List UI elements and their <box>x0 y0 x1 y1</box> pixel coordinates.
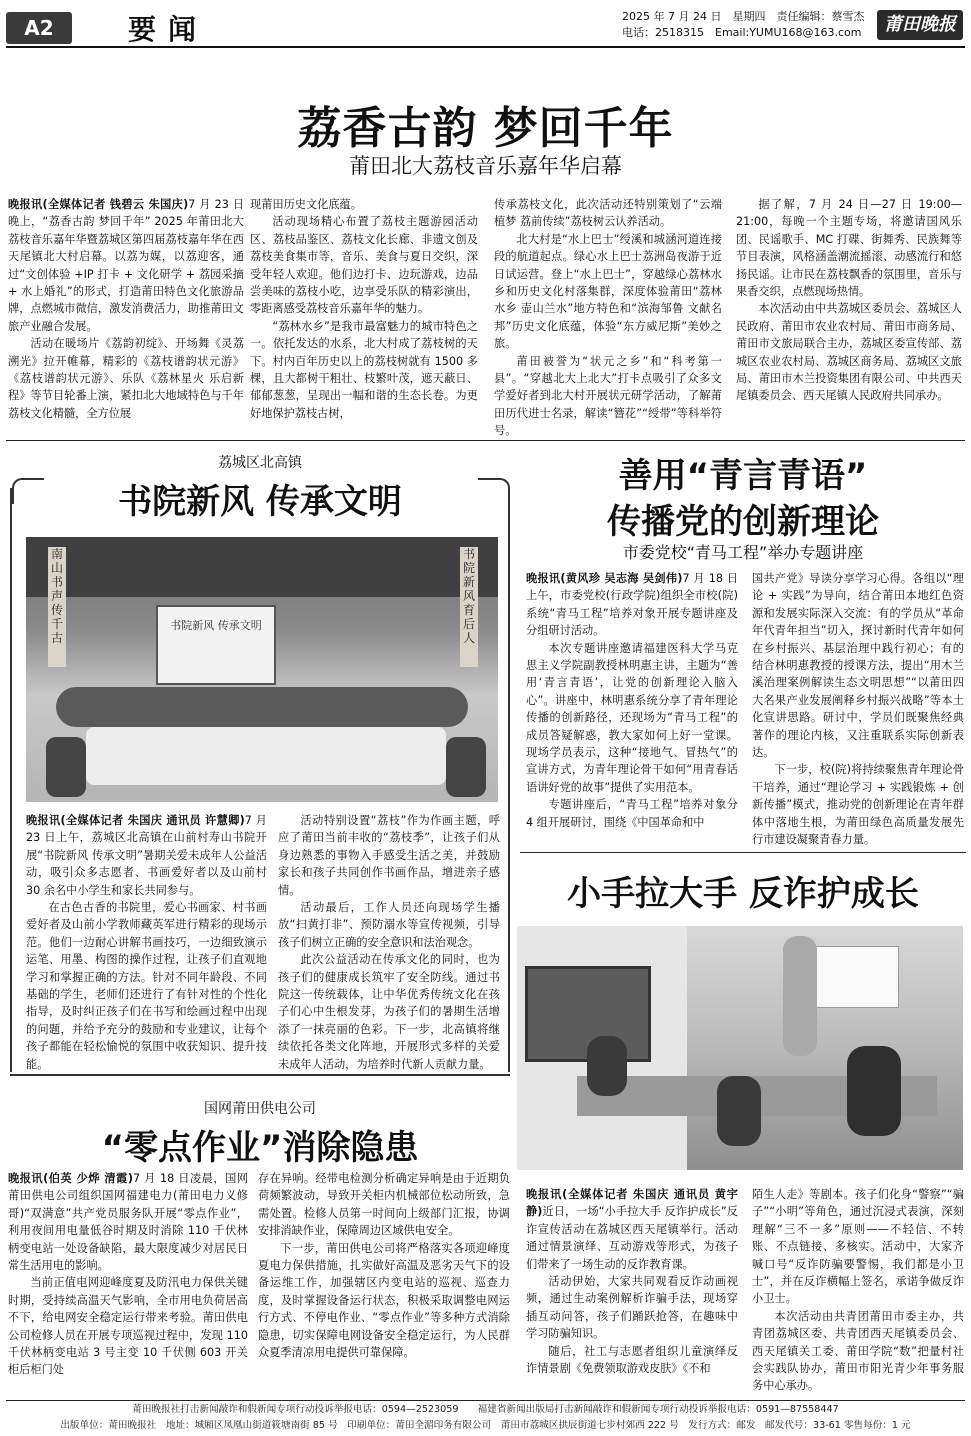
footer-rule <box>6 1400 965 1401</box>
article2-photo <box>26 537 498 802</box>
article3-column-2: 国共产党》导读分享学习心得。各组以“理论 + 实践”为导向，结合莆田本地红色资源和发展实际深入交流：有的学员从“革命年代青年担当”切入，探讨新时代青年如何在乡村振兴、基层治理中践行初心；有的结合林明惠教授的授课方法，提出“用木兰溪治理案例解读生态文明思想”“以莆田四大名果产业发展阐释乡村振兴战略”等本土化宣讲思路。研讨中，学员们既聚焦经典著作的理论内核，又注重联系实际创新表达。 下一步，校(院)将持续聚焦青年理论骨干培养，通过“理论学习 + 实践锻炼 + 创新传播”模式，推动党的创新理论在青年群体中落地生根，为莆田绿色高质量发展先行市建设凝聚青春力量。 <box>752 572 964 847</box>
couplet-left: 南山书声传千古 <box>48 547 66 667</box>
divider <box>520 852 966 853</box>
article4-title: 小手拉大手 反诈护成长 <box>567 874 919 914</box>
couplet-right: 书院新风育后人 <box>460 547 478 667</box>
frame-right <box>508 488 510 1072</box>
article1-title: 荔香古韵 梦回千年 <box>297 103 674 154</box>
presenter <box>783 936 817 1056</box>
frame-left <box>10 488 12 1072</box>
article1-column-3: 传承荔枝文化，此次活动还特别策划了“云端植梦 荔前传续”荔枝树云认养活动。 北大村是“水上巴士”绶溪和城涵河道连接段的航道起点。绿心水上巴士荔洲岛夜游于近日试运营。登上“水上巴士”，穿越绿心荔林水乡和历史文化村落集群，深度体验莆田“荔林水乡 壶山兰水”地方特色和“滨海邹鲁 文献名邦”历史文化底蕴，体验“东方威尼斯”美妙之旅。 莆田被誉为“状元之乡”和“科考第一县”。“穿越北大上北大”打卡点吸引了众多文学爱好者到北大村开展状元研学活动，了解莆田历代进士名录，解读“簪花”“绶带”等科举符号。 <box>494 198 722 438</box>
article4-photo <box>517 926 963 1170</box>
article5-kicker: 国网莆田供电公司 <box>204 1101 316 1117</box>
article2-column-1: 晚报讯(全媒体记者 朱国庆 通讯员 许慧卿)7 月 23 日上午，荔城区北高镇在山前村寿山书院开展“书院新风 传承文明”暑期关爱未成年人公益活动，吸引众多志愿者、书画爱好者以及山前村 30 余名中小学生和家长共同参与。 在古色古香的书院里，爱心书画家、村书画爱好者及山前小学教师藏英军进行精彩的现场示范。他们一边耐心讲解书画技巧，一边细致演示运笔、用墨、构图的操作过程，让孩子们直观地学习和掌握正确的方法。针对不同年龄段、不同基础的学生，老师们还进行了有针对性的个性化指导，及时纠正孩子们在书写和绘画过程中出现的问题，并给予充分的鼓励和专业建议，让每个孩子都能在轻松愉悦的氛围中收获知识、提升技能。 <box>26 814 267 1071</box>
children-row-back <box>56 687 468 727</box>
article2-title: 书院新风 传承文明 <box>118 482 402 522</box>
article1-column-2: 现莆田历史文化底蕴。 活动现场精心布置了荔枝主题游园活动区、荔枝品鉴区、荔枝文化长廊、非遗文创及荔枝美食集市等，音乐、美食与夏日交织，深受年轻人欢迎。他们边打卡、边玩游戏，边品尝美味的荔枝小吃，边享受乐队的精彩演出，零距离感受荔枝音乐嘉年华的魅力。 “荔林水乡”是我市最富魅力的城市特色之一。依托发达的水系，北大村成了荔枝树的天下。村内百年历史以上的荔枝树就有 1500 多棵，且大都树干粗壮、枝繁叶茂，遮天蔽日、郁郁葱葱，呈现出一幅和谐的生态长卷。为更好地保护荔枝古树， <box>250 198 478 420</box>
newspaper-logo: 莆田晚报 <box>877 10 963 40</box>
page-number: A2 <box>6 12 72 44</box>
screen-banner: 书院新风 传承文明 <box>156 605 276 685</box>
frame-bottom <box>10 1074 510 1076</box>
header-rule <box>6 46 965 48</box>
date-editor-line: 2025 年 7 月 24 日 星期四 责任编辑：蔡雪杰 <box>622 10 865 23</box>
article5-column-2: 存在异响。经带电检测分析确定异响是由于近期负荷频繁波动，导致开关柜内机械部位松动所致，急需处置。检修人员第一时间向上级部门汇报，协调安排消缺作业，保障周边区域供电安全。 下一步，莆田供电公司将严格落实各项迎峰度夏电力保供措施，扎实做好高温及恶劣天气下的设备运维工作，加强辖区内变电站的巡视、巡查力度，及时掌握设备运行状态，积极采取调整电网运行方式、不停电作业、“零点作业”等多种方式消除隐患，切实保障电网设备安全稳定运行，为人民群众夏季清凉用电提供可靠保障。 <box>258 1172 510 1360</box>
article5-column-1: 晚报讯(伯英 少烨 清霞)7 月 18 日凌晨，国网莆田供电公司组织国网福建电力(莆田电力义修哥)“双满意”共产党员服务队开展“零点作业”，利用夜间用电量低谷时期及时消除 110 千伏林柄变电站一处设备缺陷，最大限度减少对居民日常生活用电的影响。 当前正值电网迎峰度夏及防汛电力保供关键时期，受持续高温天气影响，全市用电负荷居高不下，给电网安全稳定运行带来考验。莆田供电公司检修人员在开展专项巡视过程中，发现 110 千伏林柄变电站 3 号主变 10 千伏侧 603 开关柜后柜门处 <box>8 1172 248 1377</box>
article3-column-1: 晚报讯(黄风珍 吴志海 吴剑伟)7 月 18 日上午，市委党校(行政学院)组织全市校(院)系统“青马工程”培养对象开展专题讲座及分组研讨活动。 本次专题讲座邀请福建医科大学马克思主义学院副教授林明惠主讲，主题为“善用‘青言青语’，让党的创新理论入脑入心”。讲座中，林明惠系统分享了青年理论传播的创新路径，还现场为“青马工程”的成员答疑解惑，教大家如何上好一堂课。现场学员表示，这种“接地气、冒热气”的宣讲方式，为青年理论骨干如何“用青春话语讲好党的故事”提供了实用范本。 专题讲座后，“青马工程”培养对象分 4 组开展研讨，围绕《中国革命和中 <box>526 572 738 829</box>
article3-title-line2: 传播党的创新理论 <box>607 502 879 542</box>
section-title: 要闻 <box>128 13 209 46</box>
article2-kicker: 荔城区北高镇 <box>218 455 302 471</box>
article5-byline: 晚报讯(伯英 少烨 清霞) <box>8 1172 133 1185</box>
paintings-held <box>86 727 446 785</box>
article1-subtitle: 莆田北大荔枝音乐嘉年华启幕 <box>349 154 622 178</box>
article1-byline: 晚报讯(全媒体记者 钱碧云 朱国庆) <box>8 198 189 211</box>
divider <box>6 440 965 441</box>
article4-column-1: 晚报讯(全媒体记者 朱国庆 通讯员 黄宇静)近日，一场“小手拉大手 反诈护成长”反诈宣传活动在荔城区西天尾镇举行。活动通过情景演绎、互动游戏等形式，为孩子们带来了一场生动的反诈教育课。 活动伊始，大家共同观看反诈动画视频，通过生动案例解析诈骗手法，现场穿插互动问答，孩子们踊跃抢答，在趣味中学习防骗知识。 随后，社工与志愿者组织儿童演绎反诈情景剧《免费领取游戏皮肤》《不和 <box>526 1188 738 1376</box>
footer-report-line: 莆田晚报社打击新闻敲诈和假新闻专项行动投诉举报电话：0594—2523059 福建省新闻出版局打击新闻敲诈和假新闻专项行动投诉举报电话：0591—87558447 <box>132 1404 839 1415</box>
article3-byline: 晚报讯(黄风珍 吴志海 吴剑伟) <box>526 572 683 585</box>
article1-column-4: 据了解，7 月 24 日—27 日 19:00—21:00，每晚一个主题专场，将邀请国风乐团、民谣歌手、MC 打碟、街舞秀、民族舞等节目表演，风格涵盖潮流摇滚、动感流行和悠扬民谣。让市民在荔枝飘香的氛围里，音乐与果香交织，点燃现场热情。 本次活动由中共荔城区委员会、荔城区人民政府、莆田市农业农村局、莆田市商务局、莆田市文旅局联合主办，荔城区委宣传部、荔城区农业农村局、荔城区商务局、荔城区文旅局、莆田市木兰投资集团有限公司、中共西天尾镇委员会、西天尾镇人民政府共同承办。 <box>736 198 962 403</box>
article2-byline: 晚报讯(全媒体记者 朱国庆 通讯员 许慧卿) <box>26 814 245 827</box>
footer-publisher-line: 出版单位：莆田晚报社 地址：城厢区凤凰山街道筱塘南街 85 号 印刷单位：莆田全湄印务有限公司 莆田市荔城区拱辰街道七步村郊西 222 号 发行方式：邮发 邮发代号：33-61 零售每份：1 元 <box>60 1420 911 1431</box>
article3-subtitle: 市委党校“青马工程”举办专题讲座 <box>622 543 864 562</box>
article3-title-line1: 善用“青言青语” <box>618 456 868 496</box>
article5-title: “零点作业”消除隐患 <box>101 1128 419 1168</box>
article2-column-2: 活动特别设置“荔枝”作为作画主题，呼应了莆田当前丰收的“荔枝季”，让孩子们从身边熟悉的事物入手感受生活之美，并鼓励家长和孩子共同创作书画作品，增进亲子感情。 活动最后，工作人员还向现场学生播放“扫黄打非”、预防溺水等宣传视频，引导孩子们树立正确的安全意识和法治观念。 此次公益活动在传承文化的同时，也为孩子们的健康成长筑牢了安全防线。通过书院这一传统载体，让中华优秀传统文化在孩子们心中生根发芽，为孩子们的暑期生活增添了一抹亮丽的色彩。下一步，北高镇将继续依托各类文化阵地，开展形式多样的关爱未成年人活动，为培养时代新人贡献力量。 <box>278 814 500 1071</box>
article4-byline: 晚报讯(全媒体记者 朱国庆 通讯员 黄宇静) <box>526 1188 738 1219</box>
article1-column-1: 晚报讯(全媒体记者 钱碧云 朱国庆)7 月 23 日晚上，“荔香古韵 梦回千年” 2025 年莆田北大荔枝音乐嘉年华暨荔城区第四届荔枝嘉年华在西天尾镇北大村启幕。以荔为媒，以荔迎客，通过“文创体验 +IP 打卡 + 文化研学 + 荔园采摘 + 水上婚礼”的形式，打造莆田特色文化旅游品牌，点燃城市微信，激发消费活力，助推莆田文旅产业融合发展。 活动在暖场片《荔韵初绽》、开场舞《灵荔溯光》拉开帷幕，精彩的《荔枝谱韵状元游》《荔枝谱韵状元游》、乐队《荔林星火 乐启新程》等节目轮番上演，紧扣北大地域特色与千年荔枝文化精髓，全方位展 <box>8 198 244 420</box>
contact-line: 电话：2518315 Email:YUMU168@163.com <box>622 26 862 39</box>
article4-column-2: 陌生人走》等剧本。孩子们化身“警察”“骗子”“小明”等角色，通过沉浸式表演，深刻理解“三不一多”原则——不轻信、不转账、不点链接、多核实。活动中，大家齐喊口号“反诈防骗要警惕，我们都是小卫士”，并在反诈横幅上签名，承诺争做反诈小卫士。 本次活动由共青团莆田市委主办，共青团荔城区委、共青团西天尾镇委员会、西天尾镇关工委、莆田学院“数”把量村社会实践队协办，莆田市阳光青少年事务服务中心承办。 <box>752 1188 964 1393</box>
